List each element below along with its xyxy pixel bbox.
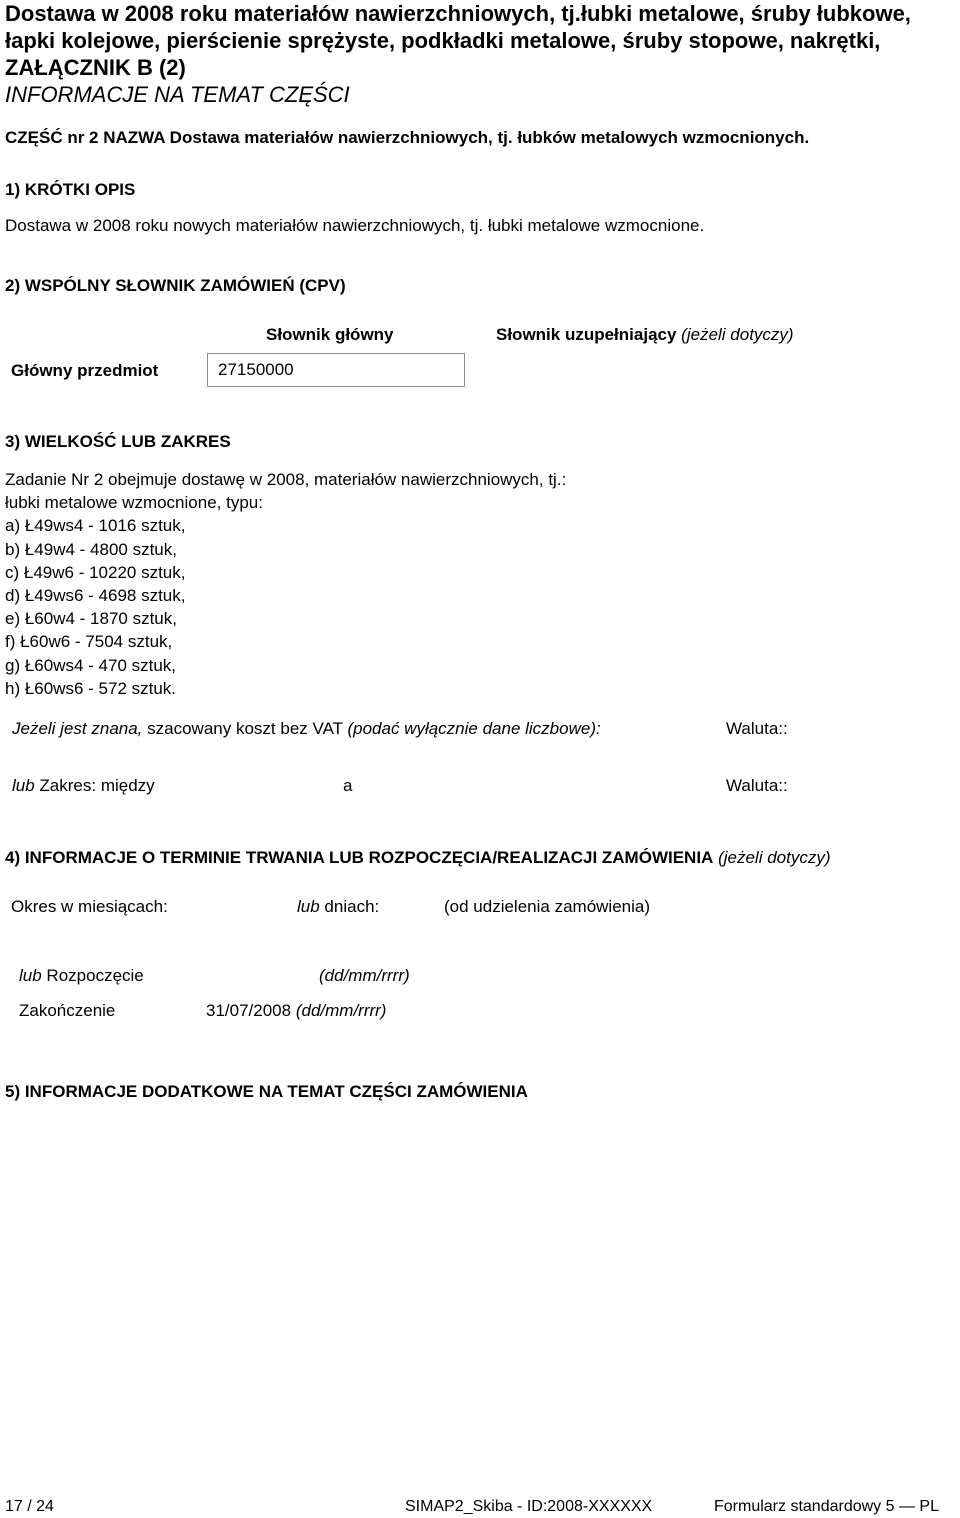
cost-label: szacowany koszt bez VAT — [147, 719, 343, 738]
section-4-heading-text: 4) INFORMACJE O TERMINIE TRWANIA LUB ROZPOCZĘCIA/REALIZACJI ZAMÓWIENIA — [5, 848, 714, 867]
footer-document-id: SIMAP2_Skiba - ID:2008-XXXXXX — [405, 1498, 653, 1515]
list-item: łubki metalowe wzmocnione, typu: — [5, 493, 263, 513]
days-or-label: lub — [297, 897, 320, 916]
section-3-heading: 3) WIELKOŚĆ LUB ZAKRES — [5, 432, 231, 451]
part-name: Dostawa materiałów nawierzchniowych, tj. łubków metalowych wzmocnionych. — [169, 128, 810, 147]
cpv-main-column-header: Słownik główny — [266, 325, 394, 344]
days-label: dniach: — [324, 897, 380, 916]
cost-note: (podać wyłącznie dane liczbowe): — [347, 719, 601, 738]
estimated-cost-line — [12, 719, 601, 739]
cost-currency-label: Waluta:: — [726, 719, 788, 738]
end-label: Zakończenie — [19, 1001, 116, 1020]
range-line — [12, 776, 155, 796]
end-date-format: (dd/mm/rrrr) — [295, 1001, 387, 1020]
section-3-scope-list — [5, 468, 566, 700]
months-label: Okres w miesiącach: — [11, 897, 168, 916]
list-item: f) Ł60w6 - 7504 sztuk, — [5, 632, 173, 652]
from-award-note: (od udzielenia zamówienia) — [444, 897, 651, 916]
footer-page-number: 17 / 24 — [5, 1498, 54, 1515]
start-label: Rozpoczęcie — [46, 966, 144, 985]
list-item: b) Ł49w4 - 4800 sztuk, — [5, 539, 177, 559]
document-subtitle: INFORMACJE NA TEMAT CZĘŚCI — [5, 82, 350, 107]
range-and-label: a — [343, 776, 353, 795]
document-title-line-1: Dostawa w 2008 roku materiałów nawierzchniowych, tj.łubki metalowe, śruby łubkowe, — [5, 1, 911, 26]
end-date-value: 31/07/2008 — [206, 1001, 292, 1020]
list-item: e) Ł60w4 - 1870 sztuk, — [5, 609, 177, 629]
part-name-line — [5, 128, 809, 148]
range-label: Zakres: między — [39, 776, 155, 795]
list-item: g) Ł60ws4 - 470 sztuk, — [5, 655, 177, 675]
part-label: CZĘŚĆ nr 2 NAZWA — [5, 128, 165, 147]
start-line — [19, 966, 144, 986]
list-item: Zadanie Nr 2 obejmuje dostawę w 2008, materiałów nawierzchniowych, tj.: — [5, 470, 567, 489]
cpv-supplementary-label: Słownik uzupełniający — [496, 325, 677, 344]
section-1-text: Dostawa w 2008 roku nowych materiałów nawierzchniowych, tj. łubki metalowe wzmocnione. — [5, 216, 705, 235]
document-title-line-2: łapki kolejowe, pierścienie sprężyste, podkładki metalowe, śruby stopowe, nakrętki, — [5, 28, 881, 53]
range-or-label: lub — [12, 776, 35, 795]
list-item: a) Ł49ws4 - 1016 sztuk, — [5, 516, 186, 536]
cpv-supplementary-note: (jeżeli dotyczy) — [681, 325, 794, 344]
cpv-main-code-field: 27150000 — [207, 353, 465, 387]
cpv-supplementary-column-header — [496, 325, 794, 345]
section-5-heading: 5) INFORMACJE DODATKOWE NA TEMAT CZĘŚCI ZAMÓWIENIA — [5, 1082, 528, 1101]
start-or-label: lub — [19, 966, 42, 985]
list-item: c) Ł49w6 - 10220 sztuk, — [5, 562, 186, 582]
start-date-format: (dd/mm/rrrr) — [319, 966, 410, 985]
footer-form-name: Formularz standardowy 5 — PL — [714, 1498, 939, 1515]
cost-if-known-label: Jeżeli jest znana, — [12, 719, 143, 738]
section-4-heading — [5, 848, 831, 868]
end-date-line — [206, 1001, 386, 1021]
document-title-line-3: ZAŁĄCZNIK B (2) — [5, 55, 186, 80]
range-currency-label: Waluta:: — [726, 776, 788, 795]
section-2-heading: 2) WSPÓLNY SŁOWNIK ZAMÓWIEŃ (CPV) — [5, 276, 346, 295]
section-1-heading: 1) KRÓTKI OPIS — [5, 180, 136, 199]
list-item: h) Ł60ws6 - 572 sztuk. — [5, 678, 177, 698]
section-4-heading-note: (jeżeli dotyczy) — [718, 848, 831, 867]
days-line — [297, 897, 379, 917]
cpv-main-object-label: Główny przedmiot — [11, 361, 159, 380]
list-item: d) Ł49ws6 - 4698 sztuk, — [5, 586, 186, 606]
